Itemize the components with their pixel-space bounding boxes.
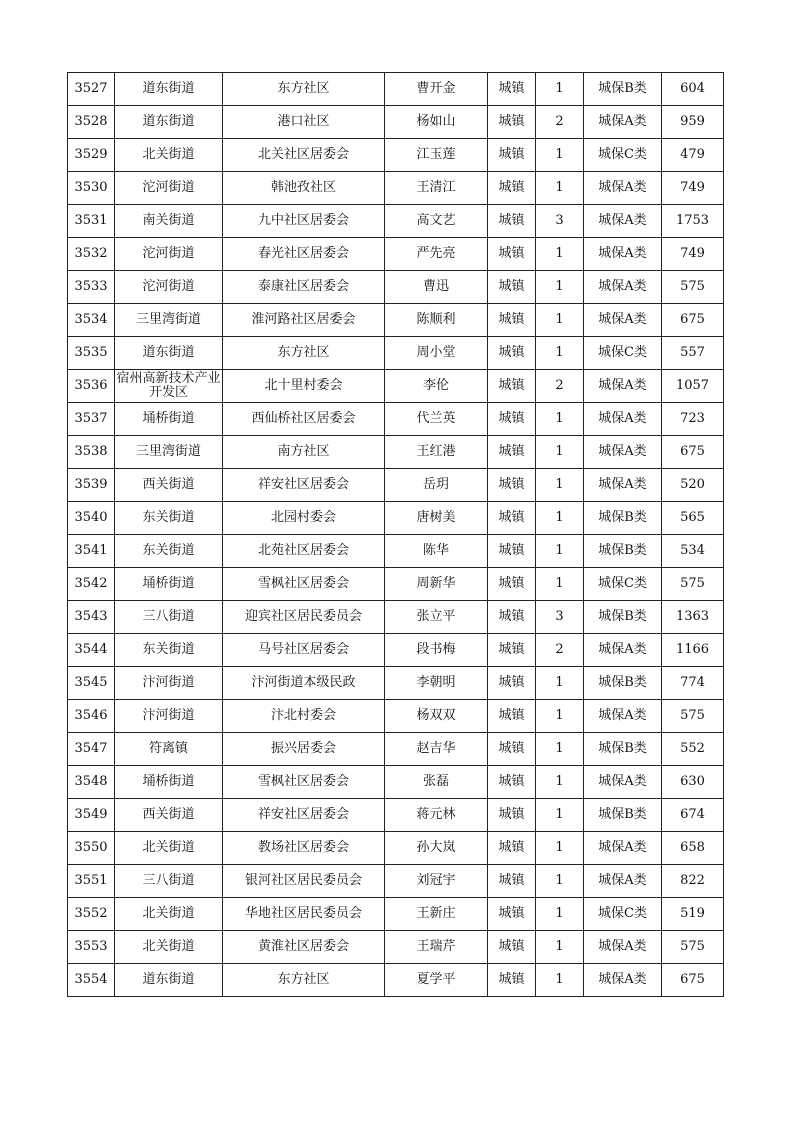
area-type-cell: 城镇 [488,964,536,997]
amount-cell: 552 [662,733,724,766]
table-row [68,799,724,832]
household-size-cell: 1 [536,238,584,271]
household-size-cell: 1 [536,502,584,535]
area-type-cell: 城镇 [488,667,536,700]
street-office-cell: 道东街道 [115,73,223,106]
row-number-cell: 3541 [68,535,115,568]
household-size-cell: 1 [536,535,584,568]
insurance-category-cell: 城保A类 [584,205,662,238]
insurance-category-cell: 城保A类 [584,931,662,964]
street-office-cell: 北关街道 [115,931,223,964]
community-cell: 北苑社区居委会 [223,535,385,568]
insurance-category-cell: 城保A类 [584,865,662,898]
table-row [68,337,724,370]
insurance-category-cell: 城保A类 [584,304,662,337]
street-office-cell: 西关街道 [115,469,223,502]
street-office-cell: 西关街道 [115,799,223,832]
street-office-cell: 沱河街道 [115,172,223,205]
street-office-cell: 宿州高新技术产业开发区 [115,370,223,403]
street-office-cell: 北关街道 [115,898,223,931]
household-size-cell: 1 [536,172,584,205]
amount-cell: 1057 [662,370,724,403]
household-size-cell: 2 [536,634,584,667]
insurance-category-cell: 城保A类 [584,271,662,304]
street-office-cell: 东关街道 [115,535,223,568]
area-type-cell: 城镇 [488,634,536,667]
row-number-cell: 3527 [68,73,115,106]
table-row [68,73,724,106]
amount-cell: 675 [662,436,724,469]
row-number-cell: 3551 [68,865,115,898]
area-type-cell: 城镇 [488,172,536,205]
household-size-cell: 1 [536,766,584,799]
household-size-cell: 1 [536,337,584,370]
amount-cell: 520 [662,469,724,502]
insurance-category-cell: 城保A类 [584,172,662,205]
community-cell: 马号社区居委会 [223,634,385,667]
amount-cell: 749 [662,172,724,205]
person-name-cell: 代兰英 [385,403,488,436]
person-name-cell: 陈华 [385,535,488,568]
insurance-category-cell: 城保A类 [584,436,662,469]
amount-cell: 630 [662,766,724,799]
roster-body [68,73,724,997]
table-row [68,238,724,271]
community-cell: 迎宾社区居民委员会 [223,601,385,634]
area-type-cell: 城镇 [488,799,536,832]
row-number-cell: 3533 [68,271,115,304]
area-type-cell: 城镇 [488,733,536,766]
person-name-cell: 杨如山 [385,106,488,139]
area-type-cell: 城镇 [488,106,536,139]
row-number-cell: 3529 [68,139,115,172]
row-number-cell: 3531 [68,205,115,238]
amount-cell: 479 [662,139,724,172]
household-size-cell: 1 [536,73,584,106]
amount-cell: 575 [662,931,724,964]
community-cell: 泰康社区居委会 [223,271,385,304]
household-size-cell: 1 [536,436,584,469]
street-office-cell: 道东街道 [115,964,223,997]
insurance-category-cell: 城保B类 [584,667,662,700]
community-cell: 韩池孜社区 [223,172,385,205]
row-number-cell: 3550 [68,832,115,865]
area-type-cell: 城镇 [488,403,536,436]
insurance-category-cell: 城保B类 [584,799,662,832]
row-number-cell: 3543 [68,601,115,634]
street-office-cell: 汴河街道 [115,700,223,733]
area-type-cell: 城镇 [488,832,536,865]
area-type-cell: 城镇 [488,766,536,799]
person-name-cell: 李伦 [385,370,488,403]
table-row [68,898,724,931]
street-office-cell: 东关街道 [115,634,223,667]
community-cell: 雪枫社区居委会 [223,568,385,601]
area-type-cell: 城镇 [488,304,536,337]
person-name-cell: 张立平 [385,601,488,634]
street-office-cell: 三里湾街道 [115,304,223,337]
community-cell: 银河社区居民委员会 [223,865,385,898]
insurance-category-cell: 城保B类 [584,73,662,106]
insurance-category-cell: 城保C类 [584,139,662,172]
household-size-cell: 1 [536,799,584,832]
amount-cell: 565 [662,502,724,535]
street-office-cell: 埇桥街道 [115,766,223,799]
community-cell: 南方社区 [223,436,385,469]
row-number-cell: 3544 [68,634,115,667]
person-name-cell: 岳玥 [385,469,488,502]
area-type-cell: 城镇 [488,502,536,535]
community-cell: 东方社区 [223,964,385,997]
community-cell: 东方社区 [223,73,385,106]
household-size-cell: 1 [536,469,584,502]
person-name-cell: 王瑞芹 [385,931,488,964]
amount-cell: 534 [662,535,724,568]
area-type-cell: 城镇 [488,436,536,469]
table-row [68,667,724,700]
insurance-category-cell: 城保C类 [584,568,662,601]
insurance-category-cell: 城保A类 [584,832,662,865]
amount-cell: 604 [662,73,724,106]
insurance-category-cell: 城保A类 [584,106,662,139]
street-office-cell: 北关街道 [115,139,223,172]
household-size-cell: 1 [536,733,584,766]
household-size-cell: 2 [536,106,584,139]
table-row [68,568,724,601]
household-size-cell: 1 [536,700,584,733]
area-type-cell: 城镇 [488,370,536,403]
table-row [68,535,724,568]
person-name-cell: 周小堂 [385,337,488,370]
community-cell: 东方社区 [223,337,385,370]
person-name-cell: 王新庄 [385,898,488,931]
household-size-cell: 1 [536,667,584,700]
person-name-cell: 段书梅 [385,634,488,667]
amount-cell: 749 [662,238,724,271]
area-type-cell: 城镇 [488,601,536,634]
person-name-cell: 江玉莲 [385,139,488,172]
row-number-cell: 3545 [68,667,115,700]
amount-cell: 675 [662,964,724,997]
person-name-cell: 严先亮 [385,238,488,271]
row-number-cell: 3549 [68,799,115,832]
table-row [68,832,724,865]
community-cell: 北十里村委会 [223,370,385,403]
table-row [68,106,724,139]
street-office-cell: 沱河街道 [115,271,223,304]
community-cell: 港口社区 [223,106,385,139]
community-cell: 汴河街道本级民政 [223,667,385,700]
amount-cell: 723 [662,403,724,436]
amount-cell: 1166 [662,634,724,667]
insurance-category-cell: 城保A类 [584,403,662,436]
person-name-cell: 赵吉华 [385,733,488,766]
street-office-cell: 东关街道 [115,502,223,535]
area-type-cell: 城镇 [488,535,536,568]
table-row [68,139,724,172]
person-name-cell: 李朝明 [385,667,488,700]
table-row [68,733,724,766]
table-row [68,766,724,799]
table-row [68,403,724,436]
row-number-cell: 3532 [68,238,115,271]
area-type-cell: 城镇 [488,865,536,898]
table-row [68,865,724,898]
household-size-cell: 3 [536,601,584,634]
area-type-cell: 城镇 [488,469,536,502]
insurance-category-cell: 城保A类 [584,469,662,502]
household-size-cell: 1 [536,865,584,898]
row-number-cell: 3542 [68,568,115,601]
person-name-cell: 周新华 [385,568,488,601]
community-cell: 北园村委会 [223,502,385,535]
row-number-cell: 3536 [68,370,115,403]
area-type-cell: 城镇 [488,931,536,964]
row-number-cell: 3548 [68,766,115,799]
community-cell: 北关社区居委会 [223,139,385,172]
amount-cell: 675 [662,304,724,337]
community-cell: 祥安社区居委会 [223,469,385,502]
row-number-cell: 3538 [68,436,115,469]
street-office-cell: 沱河街道 [115,238,223,271]
amount-cell: 575 [662,568,724,601]
insurance-category-cell: 城保A类 [584,370,662,403]
area-type-cell: 城镇 [488,568,536,601]
household-size-cell: 1 [536,139,584,172]
table-row [68,370,724,403]
amount-cell: 774 [662,667,724,700]
street-office-cell: 道东街道 [115,106,223,139]
table-row [68,634,724,667]
row-number-cell: 3530 [68,172,115,205]
household-size-cell: 1 [536,403,584,436]
area-type-cell: 城镇 [488,238,536,271]
table-row [68,964,724,997]
person-name-cell: 杨双双 [385,700,488,733]
amount-cell: 658 [662,832,724,865]
amount-cell: 1363 [662,601,724,634]
household-size-cell: 1 [536,931,584,964]
amount-cell: 575 [662,271,724,304]
community-cell: 淮河路社区居委会 [223,304,385,337]
table-row [68,205,724,238]
insurance-category-cell: 城保B类 [584,601,662,634]
insurance-category-cell: 城保B类 [584,733,662,766]
community-cell: 教场社区居委会 [223,832,385,865]
person-name-cell: 高文艺 [385,205,488,238]
table-row [68,700,724,733]
amount-cell: 1753 [662,205,724,238]
person-name-cell: 蒋元林 [385,799,488,832]
household-size-cell: 3 [536,205,584,238]
person-name-cell: 刘冠宇 [385,865,488,898]
area-type-cell: 城镇 [488,337,536,370]
insurance-category-cell: 城保A类 [584,766,662,799]
street-office-cell: 埇桥街道 [115,403,223,436]
row-number-cell: 3528 [68,106,115,139]
person-name-cell: 唐树美 [385,502,488,535]
street-office-cell: 道东街道 [115,337,223,370]
table-row [68,436,724,469]
table-row [68,271,724,304]
person-name-cell: 曹迅 [385,271,488,304]
street-office-cell: 三里湾街道 [115,436,223,469]
insurance-category-cell: 城保A类 [584,238,662,271]
person-name-cell: 张磊 [385,766,488,799]
insurance-category-cell: 城保B类 [584,502,662,535]
insurance-category-cell: 城保A类 [584,634,662,667]
community-cell: 华地社区居民委员会 [223,898,385,931]
area-type-cell: 城镇 [488,271,536,304]
amount-cell: 959 [662,106,724,139]
amount-cell: 674 [662,799,724,832]
amount-cell: 822 [662,865,724,898]
amount-cell: 575 [662,700,724,733]
household-size-cell: 1 [536,964,584,997]
insurance-category-cell: 城保C类 [584,337,662,370]
amount-cell: 519 [662,898,724,931]
insurance-category-cell: 城保A类 [584,964,662,997]
table-row [68,601,724,634]
table-row [68,502,724,535]
area-type-cell: 城镇 [488,139,536,172]
row-number-cell: 3554 [68,964,115,997]
community-cell: 九中社区居委会 [223,205,385,238]
household-size-cell: 1 [536,898,584,931]
person-name-cell: 曹开金 [385,73,488,106]
household-size-cell: 1 [536,568,584,601]
street-office-cell: 三八街道 [115,865,223,898]
person-name-cell: 孙大岚 [385,832,488,865]
community-cell: 黄淮社区居委会 [223,931,385,964]
area-type-cell: 城镇 [488,205,536,238]
row-number-cell: 3535 [68,337,115,370]
household-size-cell: 2 [536,370,584,403]
community-cell: 汴北村委会 [223,700,385,733]
insurance-category-cell: 城保C类 [584,898,662,931]
street-office-cell: 埇桥街道 [115,568,223,601]
community-cell: 雪枫社区居委会 [223,766,385,799]
row-number-cell: 3534 [68,304,115,337]
household-size-cell: 1 [536,304,584,337]
roster-table [67,72,724,997]
household-size-cell: 1 [536,832,584,865]
street-office-cell: 符离镇 [115,733,223,766]
street-office-cell: 汴河街道 [115,667,223,700]
community-cell: 祥安社区居委会 [223,799,385,832]
area-type-cell: 城镇 [488,898,536,931]
community-cell: 西仙桥社区居委会 [223,403,385,436]
row-number-cell: 3539 [68,469,115,502]
table-row [68,469,724,502]
area-type-cell: 城镇 [488,700,536,733]
row-number-cell: 3552 [68,898,115,931]
person-name-cell: 陈顺利 [385,304,488,337]
street-office-cell: 三八街道 [115,601,223,634]
street-office-cell: 南关街道 [115,205,223,238]
amount-cell: 557 [662,337,724,370]
row-number-cell: 3546 [68,700,115,733]
area-type-cell: 城镇 [488,73,536,106]
row-number-cell: 3540 [68,502,115,535]
street-office-cell: 北关街道 [115,832,223,865]
community-cell: 春光社区居委会 [223,238,385,271]
table-row [68,931,724,964]
insurance-category-cell: 城保B类 [584,535,662,568]
table-row [68,304,724,337]
person-name-cell: 夏学平 [385,964,488,997]
person-name-cell: 王清江 [385,172,488,205]
row-number-cell: 3537 [68,403,115,436]
insurance-category-cell: 城保A类 [584,700,662,733]
household-size-cell: 1 [536,271,584,304]
row-number-cell: 3547 [68,733,115,766]
community-cell: 振兴居委会 [223,733,385,766]
table-row [68,172,724,205]
row-number-cell: 3553 [68,931,115,964]
person-name-cell: 王红港 [385,436,488,469]
